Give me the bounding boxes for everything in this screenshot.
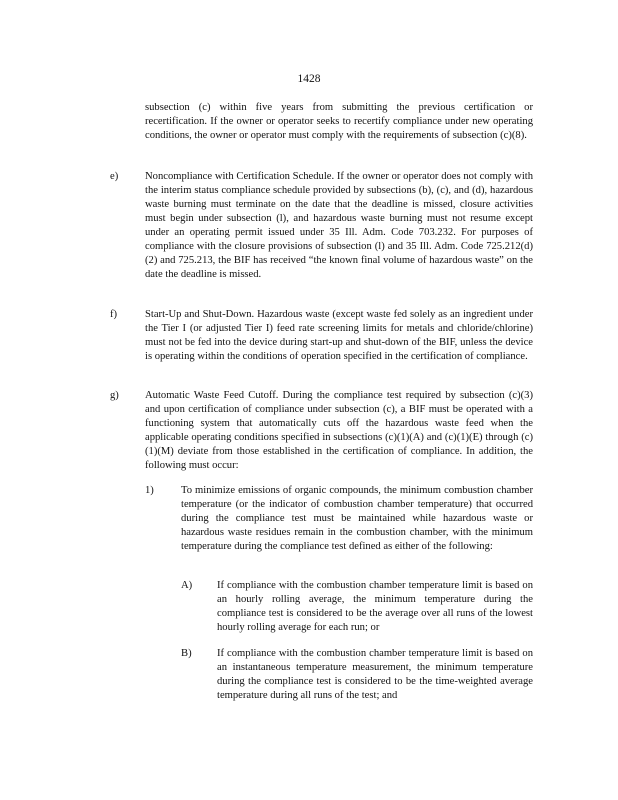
page-number: 1428 (297, 73, 321, 85)
subsection-g1b-text: If compliance with the combustion chamber temperature limit is based on an instantaneous temperature measurement, the minimum temperature during the compliance test is considered to be the time-weighted average temperature during all runs of the test; and (217, 648, 533, 701)
subsection-g1a-text: If compliance with the combustion chamber temperature limit is based on an hourly rolling average, the minimum temperature during the compliance test is considered to be the average over all runs of the lowest hourly rolling average for each run; or (217, 580, 533, 633)
subsection-e-label: e) (110, 171, 119, 182)
subsection-g1-label: 1) (145, 485, 154, 496)
subsection-f-text: Start-Up and Shut-Down. Hazardous waste (except waste fed solely as an ingredient under the Tier I (or adjusted Tier I) feed rate screening limits for metals and chloride/chlorine) must not be fed into the device during start-up and shut-down of the BIF, unless the device is operating within the conditions of operation specified in the certification of compliance. (145, 309, 533, 362)
subsection-g1b-label: B) (181, 648, 192, 659)
subsection-g1-text: To minimize emissions of organic compounds, the minimum combustion chamber temperature (or the indicator of combustion chamber temperature) that occurred during the compliance test must be maintained while hazardous waste or hazardous waste residues remain in the combustion chamber, with the minimum temperature during the compliance test defined as either of the following: (181, 485, 533, 552)
subsection-g1a-label: A) (181, 580, 193, 591)
subsection-f-label: f) (110, 309, 118, 320)
subsection-g-text: Automatic Waste Feed Cutoff. During the compliance test required by subsection (c)(3) and upon certification of compliance under subsection (c), a BIF must be operated with a functioning system that automatically cuts off the hazardous waste feed when the applicable operating conditions specified in subsections (c)(1)(A) and (c)(1)(E) through (c)(1)(M) deviate from those established in the certification of compliance. In addition, the following must occur: (145, 390, 533, 471)
intro-paragraph: subsection (c) within five years from submitting the previous certification or recertification. If the owner or operator seeks to recertify compliance under new operating conditions, the owner or operator must comply with the requirements of subsection (c)(8). (145, 102, 533, 141)
subsection-e-text: Noncompliance with Certification Schedule. If the owner or operator does not comply with the interim status compliance schedule provided by subsections (b), (c), and (d), hazardous waste burning must terminate on the date that the deadline is missed, closure activities must begin under subsection (l), and hazardous waste burning must not resume except under an operating permit issued under 35 Ill. Adm. Code 703.232. For purposes of compliance with the closure provisions of subsection (l) and 35 Ill. Adm. Code 725.212(d)(2) and 725.213, the BIF has received “the known final volume of hazardous waste” on the date the deadline is missed. (145, 171, 533, 280)
subsection-g-label: g) (110, 390, 119, 401)
